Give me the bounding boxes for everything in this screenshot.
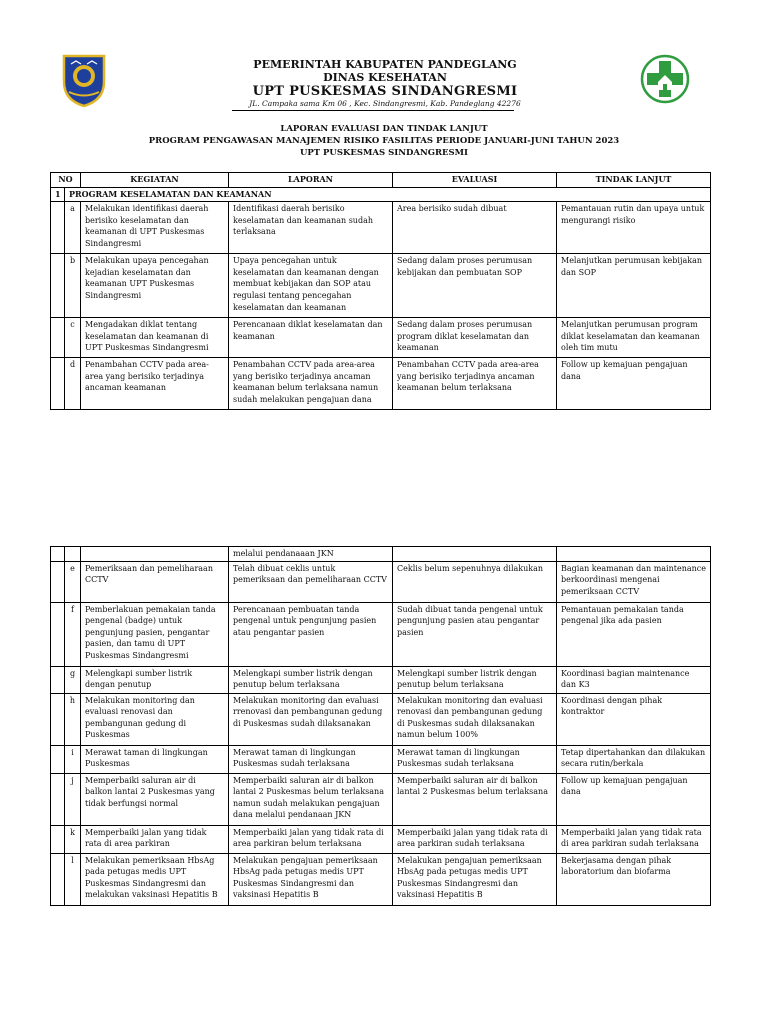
evaluasi-cell: Ceklis belum sepenuhnya dilakukan — [393, 561, 557, 602]
kegiatan-cell: Melakukan identifikasi daerah berisiko keselamatan dan keamanan di UPT Puskesmas Sindangresmi — [81, 202, 229, 254]
table-row — [51, 825, 711, 853]
section-title: PROGRAM KESELAMATAN DAN KEAMANAN — [65, 187, 711, 202]
row-letter: c — [65, 318, 81, 358]
no-cell — [51, 853, 65, 905]
table-row — [51, 202, 711, 254]
no-cell — [51, 825, 65, 853]
header-address: JL. Campaka sama Km 06 , Kec. Sindangresmi, Kab. Pandeglang 42276 — [249, 99, 521, 108]
row-letter: f — [65, 602, 81, 666]
evaluasi-cell: Sudah dibuat tanda pengenal untuk pengunjung pasien atau pengantar pasien — [393, 602, 557, 666]
header-evaluasi: EVALUASI — [393, 173, 557, 188]
header-divider — [232, 110, 514, 111]
no-cell — [51, 547, 65, 562]
kegiatan-cell: Merawat taman di lingkungan Puskesmas — [81, 745, 229, 773]
pandeglang-regency-crest-icon — [60, 52, 108, 108]
no-cell — [51, 358, 65, 410]
header-laporan: LAPORAN — [229, 173, 393, 188]
row-letter: h — [65, 693, 81, 745]
kegiatan-cell: Pemeriksaan dan pemeliharaan CCTV — [81, 561, 229, 602]
header-department-line: DINAS KESEHATAN — [323, 71, 447, 84]
row-letter: a — [65, 202, 81, 254]
no-cell — [51, 773, 65, 825]
no-cell — [51, 693, 65, 745]
laporan-cell: Penambahan CCTV pada area-area yang berisiko terjadinya ancaman keamanan belum terlaksana namun sudah melakukan pengajuan dana — [229, 358, 393, 410]
evaluation-table-part-2 — [50, 546, 711, 906]
no-cell — [51, 602, 65, 666]
tindak-lanjut-cell — [557, 547, 711, 562]
table-row — [51, 254, 711, 318]
evaluasi-cell: Melakukan monitoring dan evaluasi renovasi dan pembangunan gedung di Puskesmas sudah dilaksanakan namun belum 100% — [393, 693, 557, 745]
tindak-lanjut-cell: Bagian keamanan dan maintenance berkoordinasi mengenai pemeriksaan CCTV — [557, 561, 711, 602]
tindak-lanjut-cell: Koordinasi dengan pihak kontraktor — [557, 693, 711, 745]
kegiatan-cell: Melakukan pemeriksaan HbsAg pada petugas medis UPT Puskesmas Sindangresmi dan melakukan vaksinasi Hepatitis B — [81, 853, 229, 905]
table-row — [51, 358, 711, 410]
laporan-cell: Melengkapi sumber listrik dengan penutup belum terlaksana — [229, 666, 393, 693]
section-number: 1 — [51, 187, 65, 202]
tindak-lanjut-cell: Tetap dipertahankan dan dilakukan secara rutin/berkala — [557, 745, 711, 773]
evaluasi-cell: Area berisiko sudah dibuat — [393, 202, 557, 254]
tindak-lanjut-cell: Follow up kemajuan pengajuan dana — [557, 358, 711, 410]
no-cell — [51, 745, 65, 773]
row-letter: b — [65, 254, 81, 318]
evaluasi-cell: Penambahan CCTV pada area-area yang berisiko terjadinya ancaman keamanan belum terlaksana — [393, 358, 557, 410]
evaluasi-cell: Melakukan pengajuan pemeriksaan HbsAg pada petugas medis UPT Puskesmas Sindangresmi dan vaksinasi Hepatitis B — [393, 853, 557, 905]
kegiatan-cell: Pemberlakuan pemakaian tanda pengenal (badge) untuk pengunjung pasien, pengantar pasien, dan tamu di UPT Puskesmas Sindangresmi — [81, 602, 229, 666]
tindak-lanjut-cell: Follow up kemajuan pengajuan dana — [557, 773, 711, 825]
table-row — [51, 745, 711, 773]
row-letter: e — [65, 561, 81, 602]
table-row — [51, 602, 711, 666]
header-no: NO — [51, 173, 81, 188]
no-cell — [51, 254, 65, 318]
table-row — [51, 693, 711, 745]
row-letter: j — [65, 773, 81, 825]
no-cell — [51, 666, 65, 693]
laporan-cell: Melakukan pengajuan pemeriksaan HbsAg pada petugas medis UPT Puskesmas Sindangresmi dan vaksinasi Hepatitis B — [229, 853, 393, 905]
tindak-lanjut-cell: Pemantauan rutin dan upaya untuk mengurangi risiko — [557, 202, 711, 254]
no-cell — [51, 318, 65, 358]
header-government-line: PEMERINTAH KABUPATEN PANDEGLANG — [253, 58, 517, 71]
no-cell — [51, 202, 65, 254]
evaluasi-cell: Sedang dalam proses perumusan program diklat keselamatan dan keamanan — [393, 318, 557, 358]
report-subtitle: PROGRAM PENGAWASAN MANAJEMEN RISIKO FASILITAS PERIODE JANUARI-JUNI TAHUN 2023 — [148, 136, 620, 146]
puskesmas-green-cross-icon — [640, 54, 690, 104]
header-puskesmas-line: UPT PUSKESMAS SINDANGRESMI — [252, 84, 518, 99]
tindak-lanjut-cell: Melanjutkan perumusan program diklat keselamatan dan keamanan oleh tim mutu — [557, 318, 711, 358]
laporan-cell: Memperbaiki jalan yang tidak rata di area parkiran belum terlaksana — [229, 825, 393, 853]
no-cell — [51, 561, 65, 602]
table-row — [51, 561, 711, 602]
kegiatan-cell: Memperbaiki saluran air di balkon lantai 2 Puskesmas yang tidak berfungsi normal — [81, 773, 229, 825]
row-letter: k — [65, 825, 81, 853]
continuation-row — [51, 547, 711, 562]
kegiatan-cell: Melakukan upaya pencegahan kejadian keselamatan dan keamanan UPT Puskesmas Sindangresmi — [81, 254, 229, 318]
letter-cell — [65, 547, 81, 562]
evaluasi-cell: Sedang dalam proses perumusan kebijakan dan pembuatan SOP — [393, 254, 557, 318]
row-letter: i — [65, 745, 81, 773]
table-header-row — [51, 173, 711, 188]
tindak-lanjut-cell: Melanjutkan perumusan kebijakan dan SOP — [557, 254, 711, 318]
laporan-cell: Perencanaan diklat keselamatan dan keamanan — [229, 318, 393, 358]
laporan-cell: Merawat taman di lingkungan Puskesmas sudah terlaksana — [229, 745, 393, 773]
kegiatan-cell: Melengkapi sumber listrik dengan penutup — [81, 666, 229, 693]
kegiatan-cell: Mengadakan diklat tentang keselamatan dan keamanan di UPT Puskesmas Sindangresmi — [81, 318, 229, 358]
report-institution: UPT PUSKESMAS SINDANGRESMI — [299, 148, 469, 158]
report-title: LAPORAN EVALUASI DAN TINDAK LANJUT — [280, 124, 488, 134]
laporan-cell: melalui pendanaaan JKN — [229, 547, 393, 562]
row-letter: d — [65, 358, 81, 410]
laporan-cell: Perencanaan pembuatan tanda pengenal untuk pengunjung pasien atau pengantar pasien — [229, 602, 393, 666]
laporan-cell: Melakukan monitoring dan evaluasi rrenovasi dan pembangunan gedung di Puskesmas sudah dilaksanakan — [229, 693, 393, 745]
row-letter: l — [65, 853, 81, 905]
evaluasi-cell: Memperbaiki saluran air di balkon lantai 2 Puskesmas belum terlaksana — [393, 773, 557, 825]
evaluasi-cell — [393, 547, 557, 562]
laporan-cell: Upaya pencegahan untuk keselamatan dan keamanan dengan membuat kebijakan dan SOP atau regulasi tentang pencegahan keselamatan dan keamanan — [229, 254, 393, 318]
table-row — [51, 666, 711, 693]
tindak-lanjut-cell: Koordinasi bagian maintenance dan K3 — [557, 666, 711, 693]
kegiatan-cell: Melakukan monitoring dan evaluasi renovasi dan pembangunan gedung di Puskesmas — [81, 693, 229, 745]
evaluation-table-part-1 — [50, 172, 711, 410]
header-tindak-lanjut: TINDAK LANJUT — [557, 173, 711, 188]
laporan-cell: Identifikasi daerah berisiko keselamatan dan keamanan sudah terlaksana — [229, 202, 393, 254]
laporan-cell: Memperbaiki saluran air di balkon lantai 2 Puskesmas belum terlaksana namun sudah melakukan pengajuan dana melalui pendanaan JKN — [229, 773, 393, 825]
table-row — [51, 773, 711, 825]
tindak-lanjut-cell: Memperbaiki jalan yang tidak rata di area parkiran sudah terlaksana — [557, 825, 711, 853]
kegiatan-cell: Memperbaiki jalan yang tidak rata di area parkiran — [81, 825, 229, 853]
table-row — [51, 853, 711, 905]
tindak-lanjut-cell: Bekerjasama dengan pihak laboratorium dan biofarma — [557, 853, 711, 905]
table-row — [51, 318, 711, 358]
tindak-lanjut-cell: Pemantauan pemakaian tanda pengenal jika ada pasien — [557, 602, 711, 666]
evaluasi-cell: Merawat taman di lingkungan Puskesmas sudah terlaksana — [393, 745, 557, 773]
row-letter: g — [65, 666, 81, 693]
evaluasi-cell: Melengkapi sumber listrik dengan penutup belum terlaksana — [393, 666, 557, 693]
section-row — [51, 187, 711, 202]
kegiatan-cell: Penambahan CCTV pada area-area yang berisiko terjadinya ancaman keamanan — [81, 358, 229, 410]
header-kegiatan: KEGIATAN — [81, 173, 229, 188]
kegiatan-cell — [81, 547, 229, 562]
laporan-cell: Telah dibuat ceklis untuk pemeriksaan dan pemeliharaan CCTV — [229, 561, 393, 602]
evaluasi-cell: Memperbaiki jalan yang tidak rata di area parkiran sudah terlaksana — [393, 825, 557, 853]
